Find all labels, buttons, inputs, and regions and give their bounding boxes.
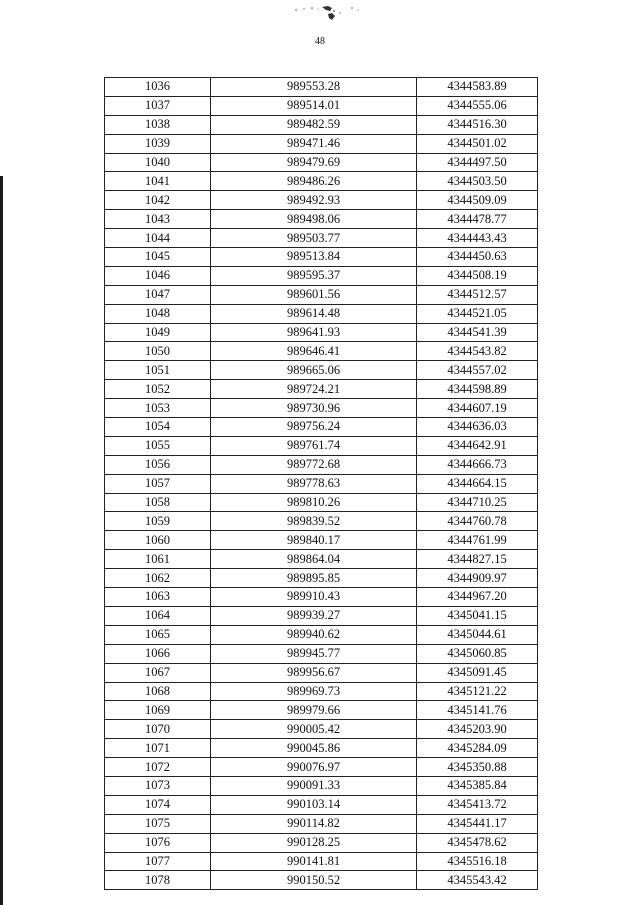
y-coordinate-cell: 4345060.85 <box>417 644 538 663</box>
x-coordinate-cell: 989724.21 <box>211 380 417 399</box>
x-coordinate-cell: 989761.74 <box>211 436 417 455</box>
table-row <box>105 739 538 758</box>
y-coordinate-cell: 4344710.25 <box>417 493 538 512</box>
scan-edge-bar <box>0 176 3 905</box>
point-id-cell: 1064 <box>105 606 211 625</box>
point-id-cell: 1071 <box>105 739 211 758</box>
y-coordinate-cell: 4344543.82 <box>417 342 538 361</box>
table-row <box>105 399 538 418</box>
table-row <box>105 569 538 588</box>
point-id-cell: 1057 <box>105 474 211 493</box>
table-row <box>105 682 538 701</box>
y-coordinate-cell: 4345478.62 <box>417 833 538 852</box>
point-id-cell: 1074 <box>105 795 211 814</box>
x-coordinate-cell: 989979.66 <box>211 701 417 720</box>
y-coordinate-cell: 4344642.91 <box>417 436 538 455</box>
point-id-cell: 1046 <box>105 266 211 285</box>
x-coordinate-cell: 989503.77 <box>211 229 417 248</box>
table-row <box>105 229 538 248</box>
x-coordinate-cell: 989864.04 <box>211 550 417 569</box>
point-id-cell: 1067 <box>105 663 211 682</box>
y-coordinate-cell: 4344497.50 <box>417 153 538 172</box>
table-row <box>105 96 538 115</box>
table-row <box>105 512 538 531</box>
table-row <box>105 814 538 833</box>
point-id-cell: 1060 <box>105 531 211 550</box>
y-coordinate-cell: 4344501.02 <box>417 134 538 153</box>
x-coordinate-cell: 989665.06 <box>211 361 417 380</box>
y-coordinate-cell: 4345141.76 <box>417 701 538 720</box>
x-coordinate-cell: 990150.52 <box>211 871 417 890</box>
y-coordinate-cell: 4344509.09 <box>417 191 538 210</box>
table-row <box>105 833 538 852</box>
y-coordinate-cell: 4345413.72 <box>417 795 538 814</box>
point-id-cell: 1045 <box>105 248 211 267</box>
table-row <box>105 531 538 550</box>
table-row <box>105 285 538 304</box>
point-id-cell: 1042 <box>105 191 211 210</box>
point-id-cell: 1050 <box>105 342 211 361</box>
y-coordinate-cell: 4344583.89 <box>417 78 538 97</box>
x-coordinate-cell: 990114.82 <box>211 814 417 833</box>
x-coordinate-cell: 989646.41 <box>211 342 417 361</box>
x-coordinate-cell: 989614.48 <box>211 304 417 323</box>
table-row <box>105 380 538 399</box>
y-coordinate-cell: 4344478.77 <box>417 210 538 229</box>
x-coordinate-cell: 989595.37 <box>211 266 417 285</box>
point-id-cell: 1036 <box>105 78 211 97</box>
point-id-cell: 1076 <box>105 833 211 852</box>
point-id-cell: 1078 <box>105 871 211 890</box>
point-id-cell: 1037 <box>105 96 211 115</box>
x-coordinate-cell: 989553.28 <box>211 78 417 97</box>
point-id-cell: 1075 <box>105 814 211 833</box>
x-coordinate-cell: 989756.24 <box>211 418 417 437</box>
y-coordinate-cell: 4344503.50 <box>417 172 538 191</box>
point-id-cell: 1047 <box>105 285 211 304</box>
x-coordinate-cell: 989498.06 <box>211 210 417 229</box>
x-coordinate-cell: 989471.46 <box>211 134 417 153</box>
y-coordinate-cell: 4344512.57 <box>417 285 538 304</box>
x-coordinate-cell: 989969.73 <box>211 682 417 701</box>
coordinates-table <box>104 77 538 890</box>
x-coordinate-cell: 989778.63 <box>211 474 417 493</box>
point-id-cell: 1077 <box>105 852 211 871</box>
y-coordinate-cell: 4345441.17 <box>417 814 538 833</box>
x-coordinate-cell: 989956.67 <box>211 663 417 682</box>
x-coordinate-cell: 989810.26 <box>211 493 417 512</box>
x-coordinate-cell: 989895.85 <box>211 569 417 588</box>
y-coordinate-cell: 4344521.05 <box>417 304 538 323</box>
point-id-cell: 1065 <box>105 625 211 644</box>
x-coordinate-cell: 989513.84 <box>211 248 417 267</box>
y-coordinate-cell: 4344598.89 <box>417 380 538 399</box>
table-row <box>105 78 538 97</box>
y-coordinate-cell: 4344607.19 <box>417 399 538 418</box>
x-coordinate-cell: 989486.26 <box>211 172 417 191</box>
x-coordinate-cell: 990128.25 <box>211 833 417 852</box>
y-coordinate-cell: 4344508.19 <box>417 266 538 285</box>
table-row <box>105 606 538 625</box>
table-row <box>105 134 538 153</box>
point-id-cell: 1049 <box>105 323 211 342</box>
table-row <box>105 436 538 455</box>
table-row <box>105 418 538 437</box>
point-id-cell: 1061 <box>105 550 211 569</box>
table-row <box>105 871 538 890</box>
x-coordinate-cell: 989514.01 <box>211 96 417 115</box>
table-row <box>105 323 538 342</box>
point-id-cell: 1066 <box>105 644 211 663</box>
y-coordinate-cell: 4344450.63 <box>417 248 538 267</box>
table-row <box>105 172 538 191</box>
x-coordinate-cell: 990005.42 <box>211 720 417 739</box>
y-coordinate-cell: 4345543.42 <box>417 871 538 890</box>
y-coordinate-cell: 4345385.84 <box>417 776 538 795</box>
table-row <box>105 625 538 644</box>
table-row <box>105 644 538 663</box>
table-row <box>105 776 538 795</box>
y-coordinate-cell: 4344827.15 <box>417 550 538 569</box>
y-coordinate-cell: 4344555.06 <box>417 96 538 115</box>
table-row <box>105 210 538 229</box>
point-id-cell: 1054 <box>105 418 211 437</box>
x-coordinate-cell: 990103.14 <box>211 795 417 814</box>
y-coordinate-cell: 4344666.73 <box>417 455 538 474</box>
point-id-cell: 1039 <box>105 134 211 153</box>
y-coordinate-cell: 4345516.18 <box>417 852 538 871</box>
x-coordinate-cell: 989940.62 <box>211 625 417 644</box>
x-coordinate-cell: 990076.97 <box>211 758 417 777</box>
point-id-cell: 1069 <box>105 701 211 720</box>
table-row <box>105 342 538 361</box>
point-id-cell: 1055 <box>105 436 211 455</box>
table-row <box>105 663 538 682</box>
y-coordinate-cell: 4344636.03 <box>417 418 538 437</box>
table-row <box>105 266 538 285</box>
x-coordinate-cell: 989730.96 <box>211 399 417 418</box>
table-row <box>105 550 538 569</box>
x-coordinate-cell: 990141.81 <box>211 852 417 871</box>
point-id-cell: 1044 <box>105 229 211 248</box>
table-row <box>105 588 538 607</box>
point-id-cell: 1062 <box>105 569 211 588</box>
x-coordinate-cell: 989641.93 <box>211 323 417 342</box>
table-row <box>105 493 538 512</box>
x-coordinate-cell: 989839.52 <box>211 512 417 531</box>
point-id-cell: 1051 <box>105 361 211 380</box>
table-row <box>105 153 538 172</box>
x-coordinate-cell: 989939.27 <box>211 606 417 625</box>
point-id-cell: 1059 <box>105 512 211 531</box>
point-id-cell: 1038 <box>105 115 211 134</box>
table-row <box>105 248 538 267</box>
x-coordinate-cell: 989910.43 <box>211 588 417 607</box>
point-id-cell: 1043 <box>105 210 211 229</box>
x-coordinate-cell: 989479.69 <box>211 153 417 172</box>
table-row <box>105 758 538 777</box>
x-coordinate-cell: 989482.59 <box>211 115 417 134</box>
x-coordinate-cell: 990091.33 <box>211 776 417 795</box>
point-id-cell: 1053 <box>105 399 211 418</box>
x-coordinate-cell: 990045.86 <box>211 739 417 758</box>
point-id-cell: 1058 <box>105 493 211 512</box>
y-coordinate-cell: 4344909.97 <box>417 569 538 588</box>
table-row <box>105 191 538 210</box>
table-row <box>105 115 538 134</box>
table-row <box>105 701 538 720</box>
y-coordinate-cell: 4344664.15 <box>417 474 538 493</box>
point-id-cell: 1073 <box>105 776 211 795</box>
point-id-cell: 1041 <box>105 172 211 191</box>
y-coordinate-cell: 4344541.39 <box>417 323 538 342</box>
x-coordinate-cell: 989840.17 <box>211 531 417 550</box>
y-coordinate-cell: 4345091.45 <box>417 663 538 682</box>
point-id-cell: 1048 <box>105 304 211 323</box>
y-coordinate-cell: 4345203.90 <box>417 720 538 739</box>
y-coordinate-cell: 4345041.15 <box>417 606 538 625</box>
table-row <box>105 304 538 323</box>
x-coordinate-cell: 989945.77 <box>211 644 417 663</box>
point-id-cell: 1040 <box>105 153 211 172</box>
x-coordinate-cell: 989492.93 <box>211 191 417 210</box>
scan-artifact-icon <box>292 4 362 26</box>
point-id-cell: 1063 <box>105 588 211 607</box>
y-coordinate-cell: 4344760.78 <box>417 512 538 531</box>
y-coordinate-cell: 4345284.09 <box>417 739 538 758</box>
x-coordinate-cell: 989601.56 <box>211 285 417 304</box>
point-id-cell: 1070 <box>105 720 211 739</box>
table-row <box>105 455 538 474</box>
y-coordinate-cell: 4344443.43 <box>417 229 538 248</box>
y-coordinate-cell: 4345350.88 <box>417 758 538 777</box>
table-row <box>105 795 538 814</box>
table-body <box>105 78 538 890</box>
table-row <box>105 852 538 871</box>
y-coordinate-cell: 4344557.02 <box>417 361 538 380</box>
x-coordinate-cell: 989772.68 <box>211 455 417 474</box>
point-id-cell: 1068 <box>105 682 211 701</box>
y-coordinate-cell: 4344761.99 <box>417 531 538 550</box>
point-id-cell: 1052 <box>105 380 211 399</box>
y-coordinate-cell: 4344967.20 <box>417 588 538 607</box>
table-row <box>105 361 538 380</box>
point-id-cell: 1072 <box>105 758 211 777</box>
y-coordinate-cell: 4345044.61 <box>417 625 538 644</box>
y-coordinate-cell: 4345121.22 <box>417 682 538 701</box>
point-id-cell: 1056 <box>105 455 211 474</box>
table-row <box>105 474 538 493</box>
y-coordinate-cell: 4344516.30 <box>417 115 538 134</box>
table-row <box>105 720 538 739</box>
page-number: 48 <box>315 36 325 47</box>
